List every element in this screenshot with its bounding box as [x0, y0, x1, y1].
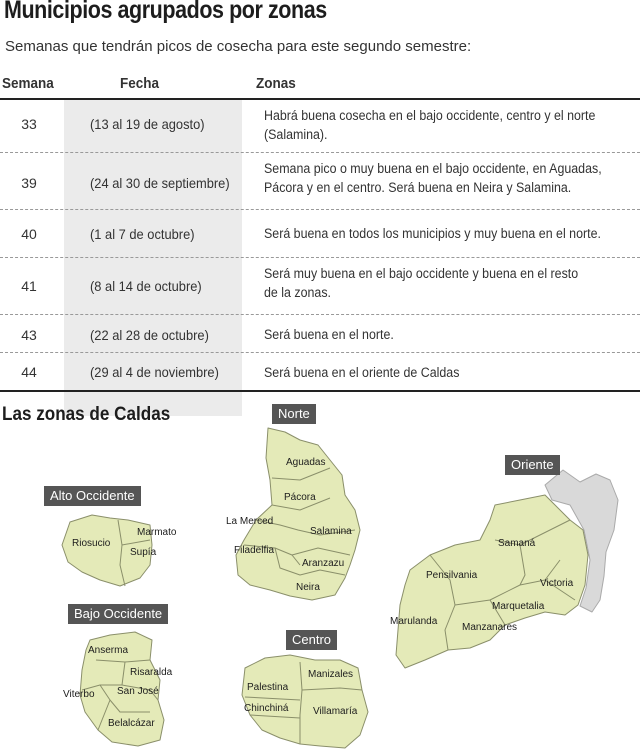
municipio-label: La Merced	[226, 516, 274, 527]
page-title: Municipios agrupados por zonas	[4, 0, 327, 24]
column-header-fecha: Fecha	[120, 75, 160, 92]
cell-zonas: Será muy buena en el bajo occidente y buena en el resto de la zonas.	[264, 266, 579, 300]
cell-semana: 43	[21, 327, 37, 343]
cell-semana: 33	[21, 116, 37, 132]
municipio-label: Manizales	[308, 669, 354, 680]
zone-label-bajo-occidente: Bajo Occidente	[68, 604, 168, 624]
cell-zonas: Será buena en el norte.	[264, 327, 394, 342]
column-header-zonas: Zonas	[256, 75, 296, 92]
municipio-label: San José	[117, 686, 159, 697]
cell-zonas: Será buena en todos los municipios y muy buena en el norte.	[264, 226, 601, 241]
cell-semana: 40	[21, 226, 37, 242]
municipio-label: Anserma	[88, 645, 129, 656]
cell-fecha: (1 al 7 de octubre)	[90, 226, 195, 242]
cell-zonas: Semana pico o muy buena en el bajo occidente, en Aguadas, Pácora y en el centro. Será buena en Neira y Salamina.	[264, 161, 602, 195]
cell-semana: 41	[21, 278, 37, 294]
page-subtitle: Semanas que tendrán picos de cosecha para este segundo semestre:	[5, 38, 472, 55]
cell-fecha: (24 al 30 de septiembre)	[90, 175, 230, 191]
municipio-label: Marulanda	[390, 616, 438, 627]
cell-fecha: (29 al 4 de noviembre)	[90, 364, 219, 380]
municipio-label: Riosucio	[72, 538, 111, 549]
map-section-title: Las zonas de Caldas	[2, 404, 171, 425]
municipio-label: Neira	[296, 582, 320, 593]
municipio-label: Aranzazu	[302, 558, 345, 569]
municipio-label: Marquetalia	[492, 601, 545, 612]
municipio-label: Marmato	[137, 527, 177, 538]
municipio-label: Supía	[130, 547, 157, 558]
municipio-label: Filadelfia	[234, 545, 275, 556]
municipio-label: Villamaría	[313, 706, 358, 717]
municipio-label: Manzanares	[462, 622, 518, 633]
zone-label-norte: Norte	[272, 404, 316, 424]
cell-zonas: Será buena en el oriente de Caldas	[264, 365, 460, 380]
zone-label-alto-occidente: Alto Occidente	[44, 486, 141, 506]
municipio-label: Samaná	[498, 538, 536, 549]
municipio-label: Aguadas	[286, 457, 326, 468]
zone-label-oriente: Oriente	[505, 455, 560, 475]
cell-zonas: Habrá buena cosecha en el bajo occidente, centro y el norte (Salamina).	[264, 108, 596, 142]
municipio-label: Belalcázar	[108, 718, 155, 729]
municipio-label: Victoria	[540, 578, 574, 589]
municipio-label: Chinchiná	[244, 703, 289, 714]
municipio-label: Pácora	[284, 492, 316, 503]
cell-fecha: (13 al 19 de agosto)	[90, 116, 205, 132]
municipio-label: Risaralda	[130, 667, 173, 678]
municipio-label: Palestina	[247, 682, 289, 693]
municipio-label: Viterbo	[63, 689, 95, 700]
cell-fecha: (8 al 14 de octubre)	[90, 278, 202, 294]
cell-fecha: (22 al 28 de octubre)	[90, 327, 209, 343]
zone-label-centro: Centro	[286, 630, 337, 650]
municipio-label: Salamina	[310, 526, 352, 537]
cell-semana: 39	[21, 175, 37, 191]
cell-semana: 44	[21, 364, 37, 380]
municipio-label: Pensilvania	[426, 570, 478, 581]
column-header-semana: Semana	[2, 75, 54, 92]
